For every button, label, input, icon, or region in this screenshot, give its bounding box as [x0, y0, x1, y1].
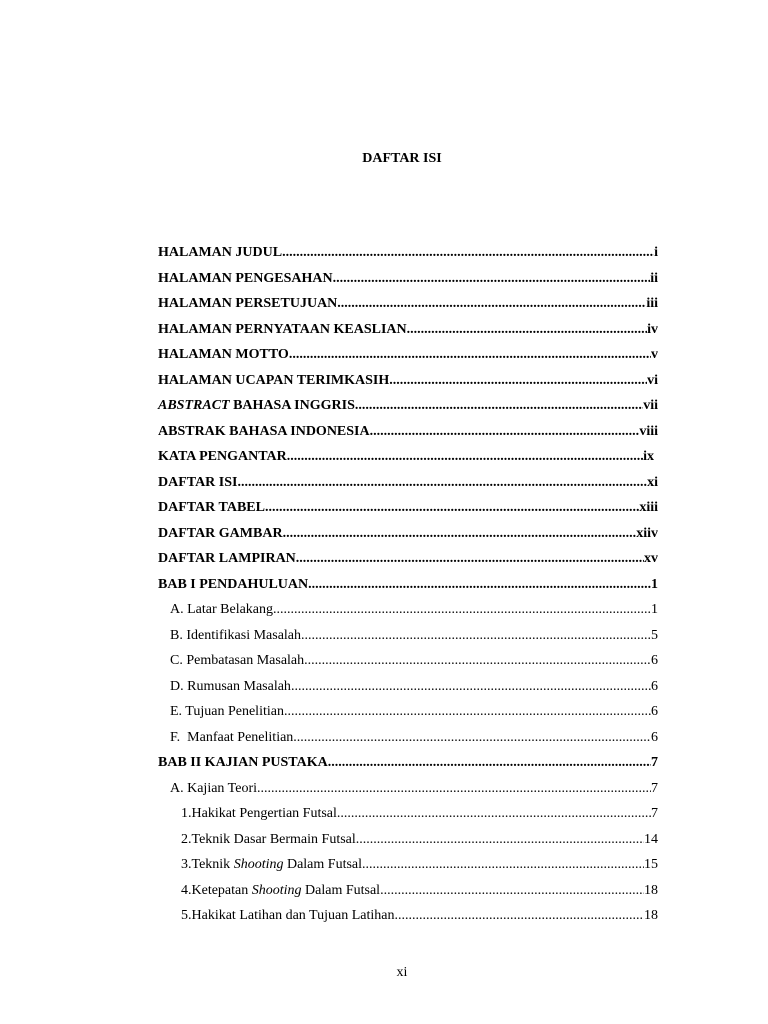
- dot-leader: [355, 393, 643, 419]
- toc-entry-page: i: [654, 245, 658, 260]
- toc-entry-page: xiii: [639, 500, 658, 515]
- toc-entry: [158, 419, 658, 445]
- toc-section: [158, 623, 658, 649]
- toc-entry-label-end: Dalam Futsal: [301, 882, 381, 898]
- toc-entry: [158, 444, 658, 470]
- toc-entry-label: A. Latar Belakang: [170, 602, 274, 617]
- toc-entry-page: iii: [646, 296, 658, 311]
- toc-entry-page: ii: [650, 270, 658, 286]
- toc-entry-label: [181, 878, 380, 904]
- page-title: DAFTAR ISI: [362, 151, 442, 166]
- toc-entry: [158, 342, 658, 368]
- toc-entry: [158, 495, 658, 521]
- toc-entry: [158, 240, 658, 266]
- dot-leader: [308, 572, 651, 598]
- toc-entry-page: 6: [651, 678, 658, 694]
- toc-entry: [158, 546, 658, 572]
- toc-entry: [158, 291, 658, 317]
- dot-leader: [265, 495, 639, 521]
- toc-subsection: [158, 878, 658, 904]
- toc-entry-page: vii: [643, 398, 658, 413]
- dot-leader: [389, 368, 647, 394]
- dot-leader: [337, 801, 651, 827]
- toc-section: [158, 648, 658, 674]
- dot-leader: [337, 291, 646, 317]
- dot-leader: [380, 878, 644, 904]
- dot-leader: [362, 852, 644, 878]
- toc-section: [158, 776, 658, 802]
- toc-subsection: [158, 852, 658, 878]
- toc-entry: [158, 368, 658, 394]
- dot-leader: [284, 699, 651, 725]
- toc-subsection: [158, 827, 658, 853]
- toc-entry: [158, 393, 658, 419]
- toc-entry-page: 14: [644, 831, 658, 847]
- toc-entry-label: ABSTRAK BAHASA INDONESIA: [158, 423, 370, 439]
- toc-entry-page: iv: [647, 321, 658, 337]
- toc-entry-page: xi: [647, 474, 658, 490]
- toc-entry-label: 1.Hakikat Pengertian Futsal: [181, 806, 337, 821]
- dot-leader: [293, 725, 651, 751]
- toc-entry-label: F. Manfaat Penelitian: [170, 729, 294, 745]
- toc-chapter: [158, 572, 658, 598]
- toc-entry-label: DAFTAR TABEL: [158, 500, 265, 515]
- toc-entry-label: DAFTAR LAMPIRAN: [158, 551, 296, 566]
- toc-entry-label: HALAMAN JUDUL: [158, 245, 283, 260]
- dot-leader: [407, 317, 647, 343]
- toc-entry-page: xv: [644, 551, 658, 566]
- toc-entry-label: BAB II KAJIAN PUSTAKA: [158, 755, 328, 770]
- toc-entry-page: viii: [639, 423, 658, 439]
- toc-entry-label-rest: BAHASA INGGRIS: [229, 398, 355, 413]
- dot-leader: [301, 623, 651, 649]
- toc-subsection: [158, 903, 658, 929]
- dot-leader: [291, 674, 651, 700]
- toc-entry-label: HALAMAN PERNYATAAN KEASLIAN: [158, 321, 407, 337]
- toc-entry-page: 7: [651, 780, 658, 796]
- dot-leader: [356, 827, 644, 853]
- toc-entry-label: BAB I PENDAHULUAN: [158, 576, 309, 592]
- toc-entry-page: 1: [651, 576, 658, 592]
- toc-entry-label: HALAMAN PENGESAHAN: [158, 270, 333, 286]
- toc-entry-label-start: 4.Ketepatan: [181, 882, 252, 898]
- toc-entry-label-start: 3.Teknik: [181, 857, 234, 872]
- toc-entry-page: 6: [651, 653, 658, 668]
- toc-entry-label: HALAMAN PERSETUJUAN: [158, 296, 338, 311]
- dot-leader: [257, 776, 651, 802]
- table-of-contents: [158, 240, 658, 929]
- toc-entry-page: 1: [651, 602, 658, 617]
- toc-entry-label: 2.Teknik Dasar Bermain Futsal: [181, 831, 356, 847]
- toc-section: [158, 674, 658, 700]
- toc-entry-label: E. Tujuan Penelitian: [170, 704, 284, 719]
- dot-leader: [370, 419, 640, 445]
- dot-leader: [287, 444, 643, 470]
- toc-entry-page: 6: [651, 704, 658, 719]
- toc-entry-page: 7: [651, 806, 658, 821]
- toc-entry-page: v: [651, 347, 658, 362]
- toc-subsection: [158, 801, 658, 827]
- toc-entry-page: ix: [643, 449, 654, 464]
- toc-entry-page: 6: [651, 729, 658, 745]
- toc-entry-page: 7: [651, 755, 658, 770]
- toc-entry-label: [158, 393, 355, 419]
- toc-entry-label-italic: Shooting: [251, 882, 302, 898]
- page-number: xi: [396, 965, 408, 980]
- toc-entry: [158, 521, 658, 547]
- dot-leader: [282, 240, 654, 266]
- toc-entry-label: DAFTAR GAMBAR: [158, 525, 283, 541]
- toc-chapter: [158, 750, 658, 776]
- dot-leader: [273, 597, 651, 623]
- dot-leader: [333, 266, 651, 292]
- dot-leader: [289, 342, 651, 368]
- toc-entry-label: DAFTAR ISI: [158, 474, 238, 490]
- toc-entry-page: vi: [647, 372, 658, 388]
- toc-entry-label: B. Identifikasi Masalah: [170, 627, 302, 643]
- toc-entry-page: 5: [651, 627, 658, 643]
- toc-section: [158, 699, 658, 725]
- dot-leader: [283, 521, 637, 547]
- toc-entry-label: C. Pembatasan Masalah: [170, 653, 305, 668]
- toc-entry: [158, 470, 658, 496]
- dot-leader: [296, 546, 644, 572]
- toc-entry-label: A. Kajian Teori: [170, 780, 258, 796]
- toc-entry-label: HALAMAN MOTTO: [158, 347, 289, 362]
- toc-entry-label: D. Rumusan Masalah: [170, 678, 291, 694]
- toc-entry-page: 18: [644, 908, 658, 923]
- toc-entry-label-italic: ABSTRACT: [158, 398, 230, 413]
- toc-entry-page: 18: [644, 882, 658, 898]
- toc-entry-page: 15: [644, 857, 658, 872]
- toc-entry-label-end: Dalam Futsal: [283, 857, 363, 872]
- toc-entry-label: [181, 852, 362, 878]
- toc-entry: [158, 317, 658, 343]
- toc-entry-label: 5.Hakikat Latihan dan Tujuan Latihan: [181, 908, 395, 923]
- toc-entry-label: KATA PENGANTAR: [158, 449, 287, 464]
- dot-leader: [237, 470, 647, 496]
- dot-leader: [304, 648, 651, 674]
- dot-leader: [328, 750, 651, 776]
- toc-entry: [158, 266, 658, 292]
- toc-entry-label-italic: Shooting: [233, 857, 284, 872]
- toc-section: [158, 725, 658, 751]
- toc-entry-label: HALAMAN UCAPAN TERIMKASIH: [158, 372, 390, 388]
- dot-leader: [394, 903, 644, 929]
- toc-entry-page: xiiv: [636, 525, 658, 541]
- toc-section: [158, 597, 658, 623]
